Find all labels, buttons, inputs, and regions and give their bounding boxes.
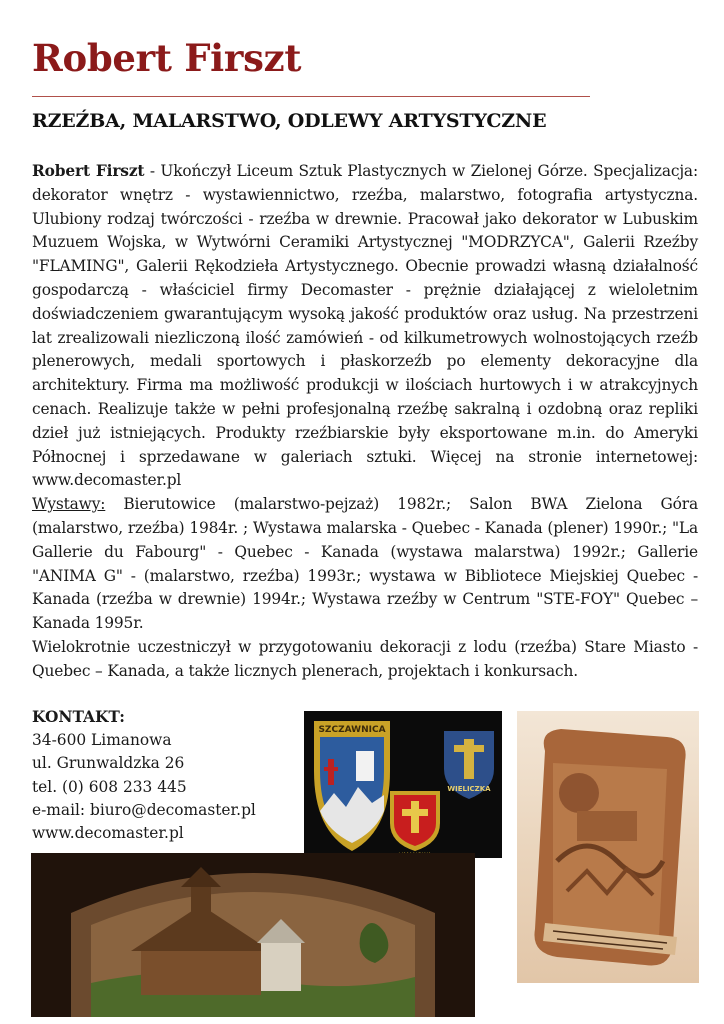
bio-text: - Ukończył Liceum Sztuk Plastycznych w Zielonej Górze. Specjalizacja: dekorator wnętrz - wystawiennictwo, rzeźba, malarstwo, fotografia artystyczna. Ulubiony rodzaj twórczości - rzeźba w drewnie. Pracował jako dekorator w Lubuskim Muzuem Wojska, w Wytwórni Ceramiki Artystycznej "MODRZYCA", Galerii Rzeźby "FLAMING", Galerii Rękodzieła Artystycznego. Obecnie prowadzi własną działalność gospodarczą - właściciel firmy Decomaster - prężnie działającej z wieloletnim doświadczeniem gwarantującym wysoką jakość produktów oraz usług. Na przestrzeni lat zrealizowali niezliczoną ilość zamówień - od kilkumetrowych wolnostojących rzeźb plenerowych, medali sportowych i płaskorzeźb po elementy dekoracyjne dla architektury. Firma ma możliwość produkcji w ilościach hurtowych i w atrakcyjnych cenach. Realizuje także w pełni profesjonalną rzeźbę sakralną i ozdobną oraz repliki dzieł już istniejących. Produkty rzeźbiarskie były eksportowane m.in. do Ameryki Północnej i sprzedawane w galeriach sztuki. Więcej na stronie internetowej: www.decomaster.pl [32,162,698,490]
contact-heading: KONTAKT: [32,708,125,726]
badges-photo [304,711,502,858]
contact-block [32,706,302,845]
contact-postal: 34-600 Limanowa [32,731,172,750]
szczawnica-badge [314,721,390,851]
limanowa-badge [390,791,440,858]
badge-right-label: WIELICZKA [447,785,491,793]
exhibitions-label: Wystawy: [32,495,106,514]
page-title: Robert Firszt [32,36,302,80]
contact-phone: tel. (0) 608 233 445 [32,777,187,796]
bio-paragraph [32,160,698,493]
biography [32,160,698,684]
closing-paragraph: Wielokrotnie uczestniczył w przygotowaniu dekoracji z lodu (rzeźba) Stare Miasto - Quebec – Kanada, a także licznych plenerach, projektach i konkursach. [32,637,698,680]
contact-street: ul. Grunwaldzka 26 [32,754,185,773]
artist-name: Robert Firszt [32,162,145,180]
title-divider [32,96,590,97]
wieliczka-badge [444,731,494,799]
contact-website: www.decomaster.pl [32,824,184,843]
exhibitions-text: Bierutowice (malarstwo-pejzaż) 1982r.; Salon BWA Zielona Góra (malarstwo, rzeźba) 1984r. ; Wystawa malarska - Quebec - Kanada (plener) 1990r.; "La Gallerie du Fabourg" - Quebec - Kanada (wystawa malarstwa) 1992r.; Gallerie "ANIMA G" - (malarstwo, rzeźba) 1993r.; wystawa w Bibliotece Miejskiej Quebec - Kanada (rzeźba w drewnie) 1994r.; Wystawa rzeźby w Centrum "STE-FOY" Quebec – Kanada 1995r. [32,495,698,633]
carved-scroll-photo [517,711,699,983]
exhibitions-paragraph [32,493,698,636]
carved-church-photo [31,853,475,1017]
badge-top-label: SZCZAWNICA [318,725,386,735]
contact-email: e-mail: biuro@decomaster.pl [32,800,256,819]
page-subtitle: RZEŹBA, MALARSTWO, ODLEWY ARTYSTYCZNE [32,110,547,132]
